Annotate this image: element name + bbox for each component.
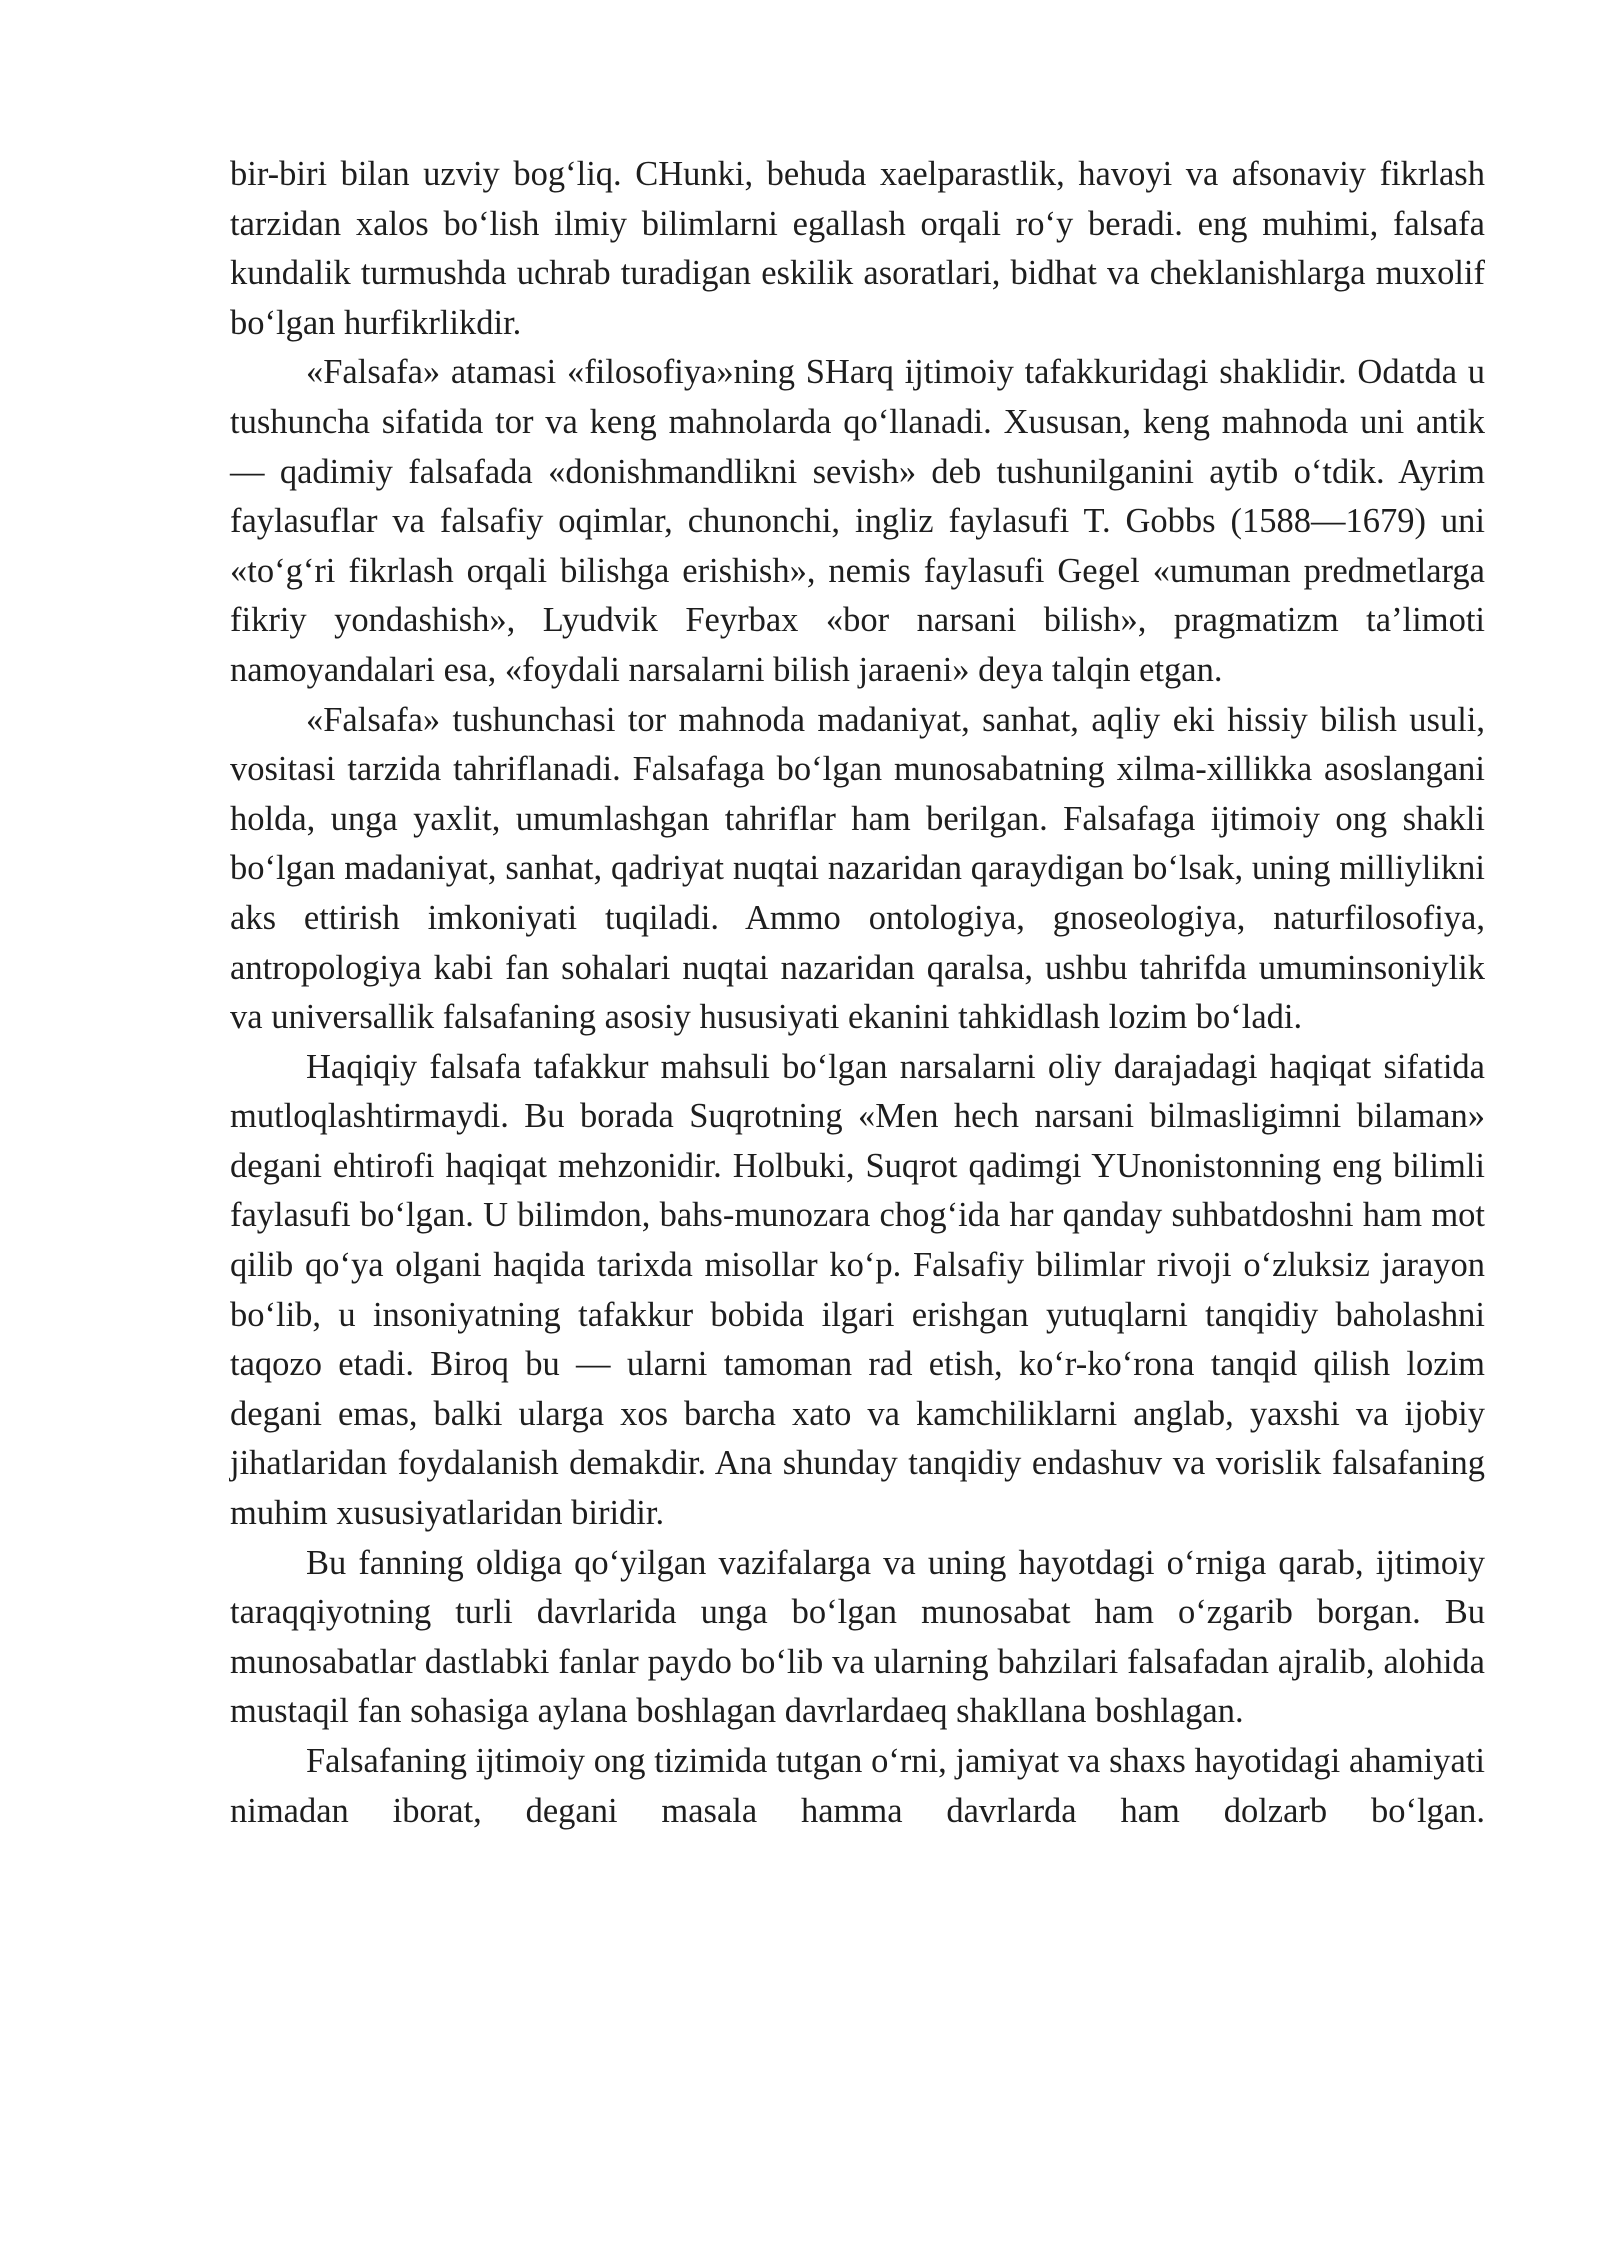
paragraph-falsafa-term: «Falsafa» atamasi «filosofiya»ning SHarq ijtimoiy tafakkuridagi shaklidir. Odatda u tushuncha sifatida tor va keng mahnolarda qo‘llanadi. Xususan, keng mahnoda uni antik — qadimiy falsafada «donishmandlikni sevish» deb tushunilganini aytib o‘tdik. Ayrim faylasuflar va falsafiy oqimlar, chunonchi, ingliz faylasufi T. Gobbs (1588—1679) uni «to‘g‘ri fikrlash orqali bilishga erishish», nemis faylasufi Gegel «umuman predmetlarga fikriy yondashish», Lyudvik Feyrbax «bor narsani bilish», pragmatizm ta’limoti namoyandalari esa, «foydali narsalarni bilish jaraeni» deya talqin etgan. — [230, 353, 1485, 689]
paragraph-continued: bir-biri bilan uzviy bog‘liq. CHunki, behuda xaelparastlik, havoyi va afsonaviy fikrlash tarzidan xalos bo‘lish ilmiy bilimlarni egallash orqali ro‘y beradi. eng muhimi, falsafa kundalik turmushda uchrab turadigan eskilik asoratlari, bidhat va cheklanishlarga muxolif bo‘lgan hurfikrlikdir. — [230, 155, 1485, 342]
document-page — [230, 150, 1485, 1836]
paragraph-true-philosophy: Haqiqiy falsafa tafakkur mahsuli bo‘lgan narsalarni oliy darajadagi haqiqat sifatida mutloqlashtirmaydi. Bu borada Suqrotning «Men hech narsani bilmasligimni bilaman» degani ehtirofi haqiqat mehzonidir. Holbuki, Suqrot qadimgi YUnonistonning eng bilimli faylasufi bo‘lgan. U bilimdon, bahs-munozara chog‘ida har qanday suhbatdoshni ham mot qilib qo‘ya olgani haqida tarixda misollar ko‘p. Falsafiy bilimlar rivoji o‘zluksiz jarayon bo‘lib, u insoniyatning tafakkur bobida ilgari erishgan yutuqlarni tanqidiy baholashni taqozo etadi. Biroq bu — ularni tamoman rad etish, ko‘r-ko‘rona tanqid qilish lozim degani emas, balki ularga xos barcha xato va kamchiliklarni anglab, yaxshi va ijobiy jihatlaridan foydalanish demakdir. Ana shunday tanqidiy endashuv va vorislik falsafaning muhim xususiyatlaridan biridir. — [230, 1047, 1485, 1533]
paragraph-falsafa-narrow-meaning: «Falsafa» tushunchasi tor mahnoda madaniyat, sanhat, aqliy eki hissiy bilish usuli, vositasi tarzida tahriflanadi. Falsafaga bo‘lgan munosabatning xilma-xillikka asoslangani holda, unga yaxlit, umumlashgan tahriflar ham berilgan. Falsafaga ijtimoiy ong shakli bo‘lgan madaniyat, sanhat, qadriyat nuqtai nazaridan qaraydigan bo‘lsak, uning milliylikni aks ettirish imkoniyati tuqiladi. Ammo ontologiya, gnoseologiya, naturfilosofiya, antropologiya kabi fan sohalari nuqtai nazaridan qaralsa, ushbu tahrifda umuminsoniylik va universallik falsafaning asosiy hususiyati ekanini tahkidlash lozim bo‘ladi. — [230, 700, 1485, 1037]
paragraph-social-role: Falsafaning ijtimoiy ong tizimida tutgan o‘rni, jamiyat va shaxs hayotidagi ahamiyati nimadan iborat, degani masala hamma davrlarda ham dolzarb bo‘lgan. — [230, 1742, 1485, 1830]
paragraph-science-tasks: Bu fanning oldiga qo‘yilgan vazifalarga va uning hayotdagi o‘rniga qarab, ijtimoiy taraqqiyotning turli davrlarida unga bo‘lgan munosabat ham o‘zgarib borgan. Bu munosabatlar dastlabki fanlar paydo bo‘lib va ularning bahzilari falsafadan ajralib, alohida mustaqil fan sohasiga aylana boshlagan davrlardaeq shakllana boshlagan. — [230, 1543, 1485, 1731]
